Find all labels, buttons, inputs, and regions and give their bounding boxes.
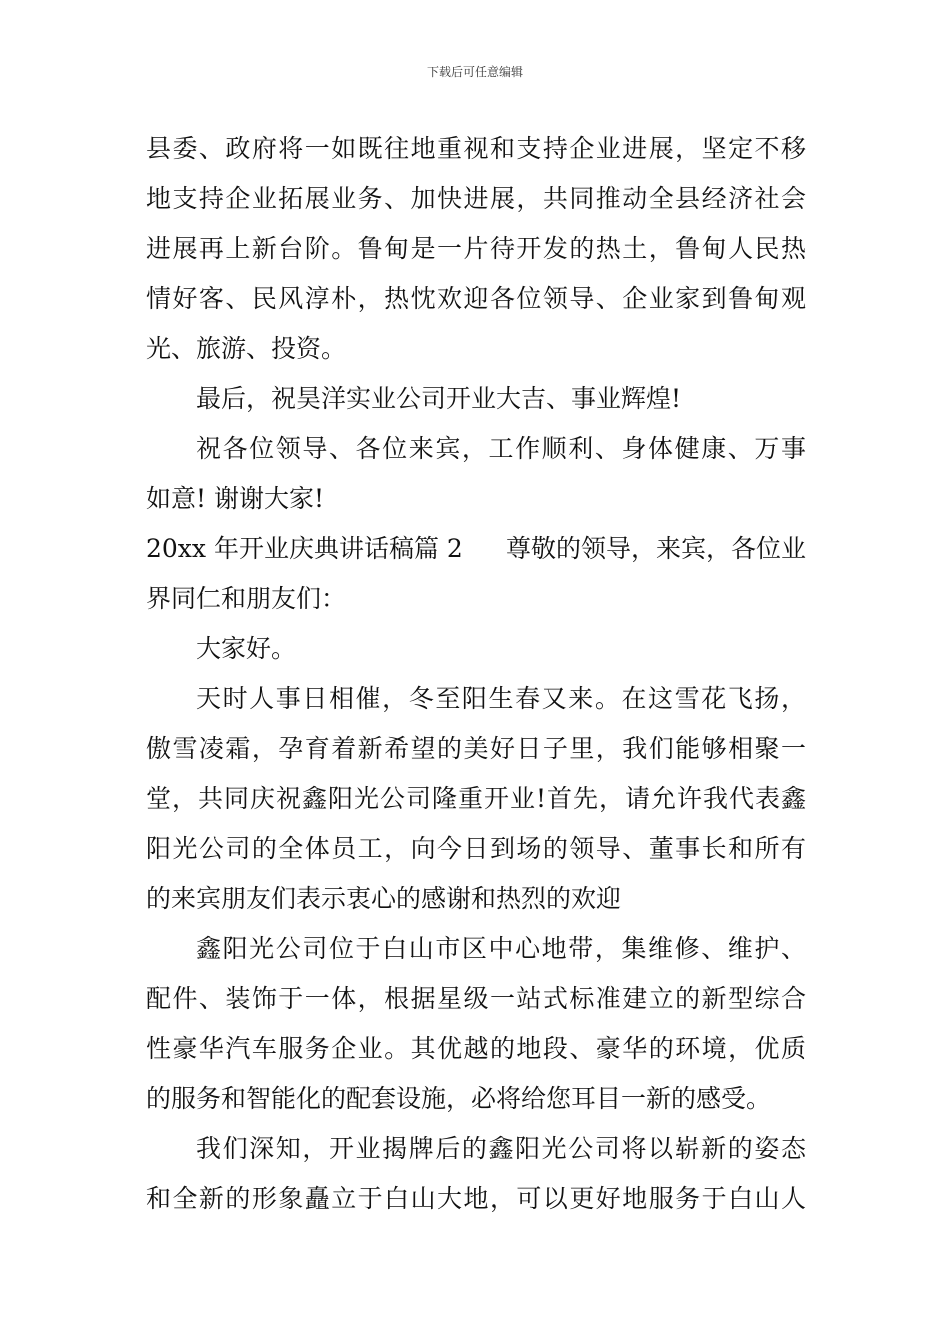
text-line: 进展再上新台阶。鲁甸是一片待开发的热土，鲁甸人民热 — [146, 234, 806, 263]
text-line: 天时人事日相催，冬至阳生春又来。在这雪花飞扬， — [196, 684, 806, 713]
section-heading-row — [146, 524, 806, 574]
document-body — [146, 124, 806, 1224]
text-line: 性豪华汽车服务企业。其优越的地段、豪华的环境，优质 — [146, 1034, 806, 1063]
text-line: 县委、政府将一如既往地重视和支持企业进展，坚定不移 — [146, 134, 806, 163]
text-line: 的来宾朋友们表示衷心的感谢和热烈的欢迎 — [146, 884, 622, 913]
text-line: 的服务和智能化的配套设施，必将给您耳目一新的感受。 — [146, 1084, 772, 1113]
text-line: 鑫阳光公司位于白山市区中心地带，集维修、维护、 — [196, 934, 806, 963]
text-line: 如意! 谢谢大家! — [146, 484, 325, 513]
text-line: 阳光公司的全体员工，向今日到场的领导、董事长和所有 — [146, 834, 806, 863]
text-line: 界同仁和朋友们： — [146, 584, 347, 613]
text-line: 堂，共同庆祝鑫阳光公司隆重开业!首先，请允许我代表鑫 — [146, 784, 806, 813]
text-line: 配件、装饰于一体，根据星级一站式标准建立的新型综合 — [146, 984, 806, 1013]
text-line: 最后，祝昊洋实业公司开业大吉、事业辉煌! — [196, 384, 682, 413]
section-heading-title: 20xx 年开业庆典讲话稿篇 2 — [146, 534, 463, 563]
text-line: 我们深知，开业揭牌后的鑫阳光公司将以崭新的姿态 — [196, 1134, 806, 1163]
section-greeting-start: 尊敬的领导，来宾，各位业 — [505, 534, 806, 563]
page-header: 下载后可任意编辑 — [426, 65, 523, 79]
text-line: 情好客、民风淳朴，热忱欢迎各位领导、企业家到鲁甸观 — [146, 284, 806, 313]
text-line: 和全新的形象矗立于白山大地，可以更好地服务于白山人 — [146, 1184, 806, 1213]
text-line: 大家好。 — [196, 634, 297, 663]
text-line: 光、旅游、投资。 — [146, 334, 347, 363]
text-line: 傲雪凌霜，孕育着新希望的美好日子里，我们能够相聚一 — [146, 734, 806, 763]
text-line: 祝各位领导、各位来宾，工作顺利、身体健康、万事 — [196, 434, 806, 463]
text-line: 地支持企业拓展业务、加快进展，共同推动全县经济社会 — [146, 184, 806, 213]
